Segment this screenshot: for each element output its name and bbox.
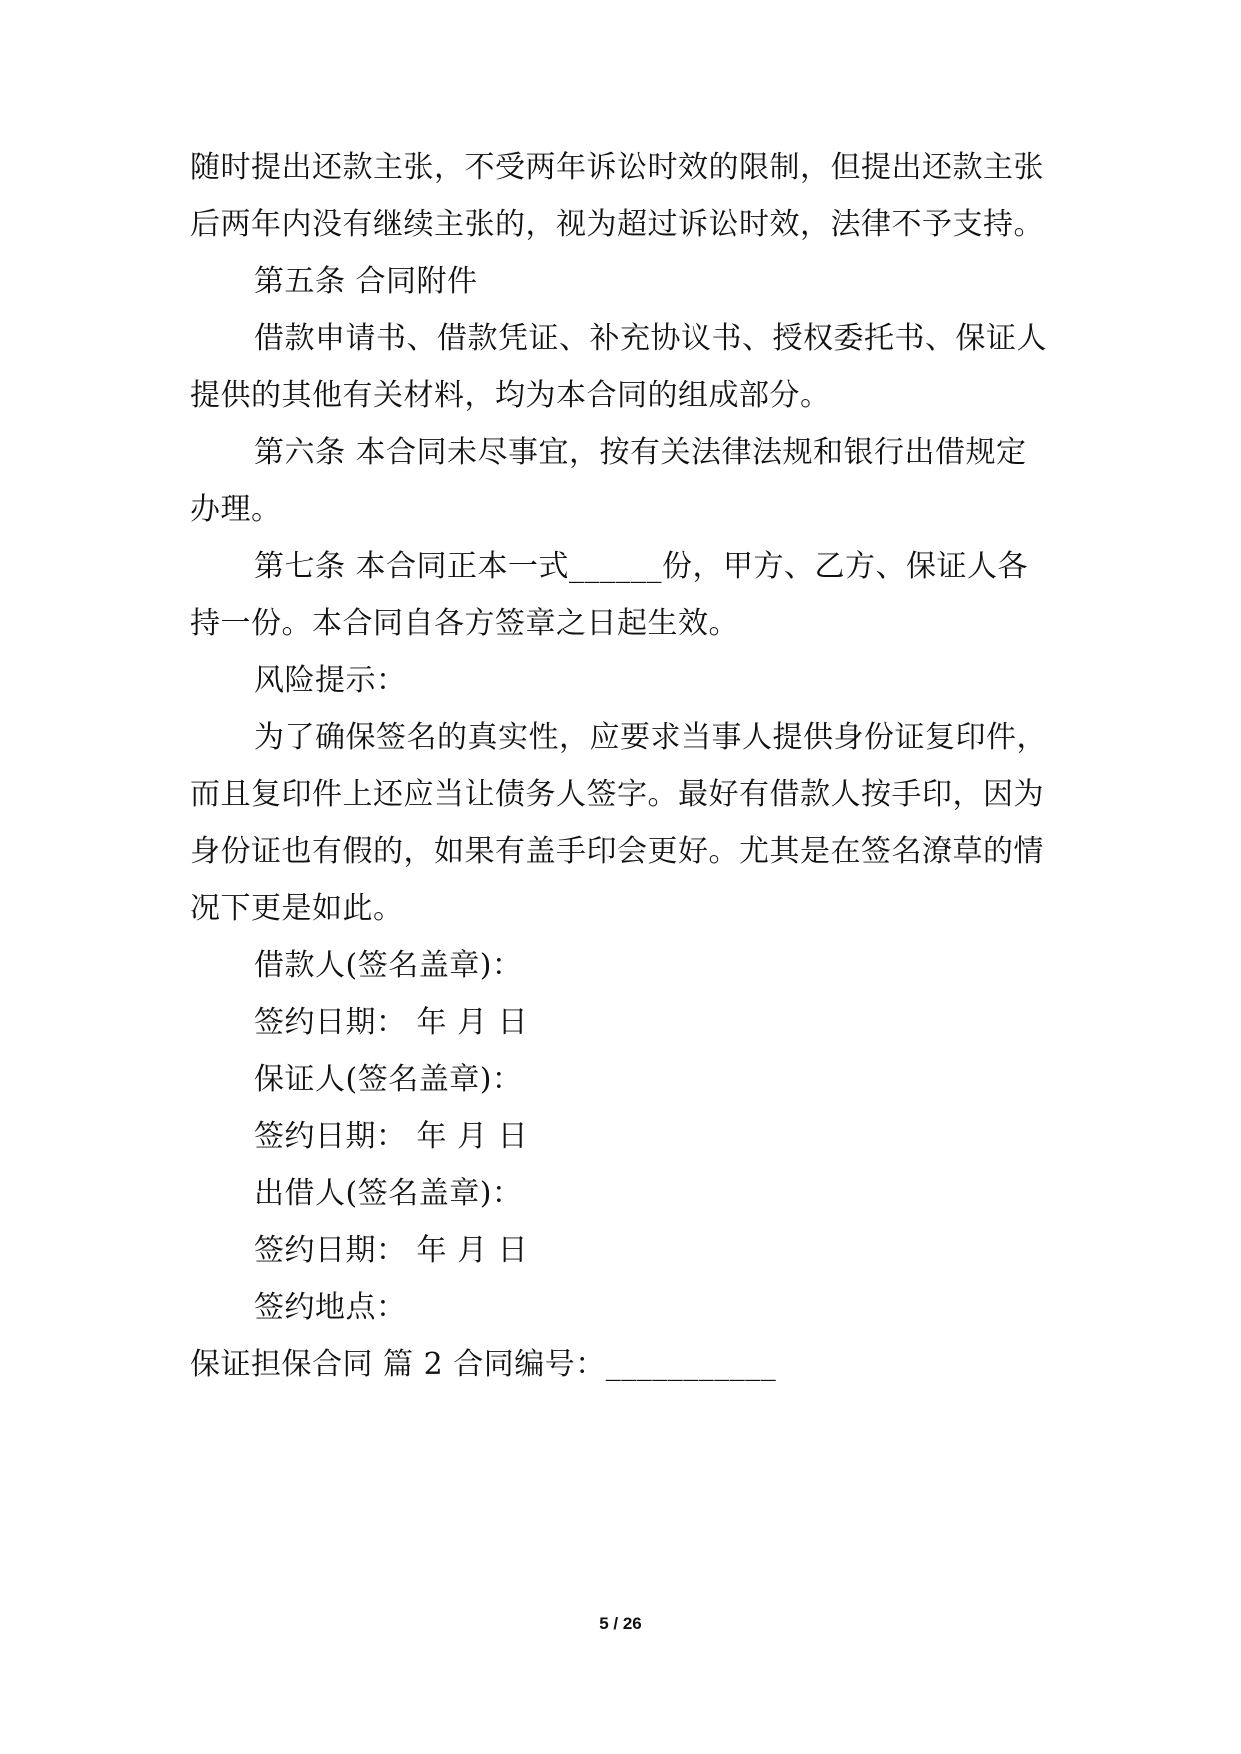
- section-title-contract-number: 保证担保合同 篇 2 合同编号：___________: [190, 1347, 777, 1382]
- paragraph-line: 第六条 本合同未尽事宜，按有关法律法规和银行出借规定: [254, 435, 1027, 470]
- signing-date-line: 签约日期： 年 月 日: [254, 1005, 529, 1040]
- paragraph-line: 身份证也有假的，如果有盖手印会更好。尤其是在签名潦草的情: [190, 834, 1044, 869]
- signing-place-line: 签约地点：: [254, 1290, 407, 1325]
- paragraph-line: 办理。: [190, 492, 282, 527]
- lender-signature-line: 出借人(签名盖章)：: [254, 1176, 523, 1211]
- signing-date-line: 签约日期： 年 月 日: [254, 1233, 529, 1268]
- guarantor-signature-line: 保证人(签名盖章)：: [254, 1062, 523, 1097]
- paragraph-line: 第七条 本合同正本一式______份，甲方、乙方、保证人各: [254, 549, 1029, 584]
- paragraph-line: 持一份。本合同自各方签章之日起生效。: [190, 606, 739, 641]
- page-number: 5 / 26: [599, 1614, 642, 1633]
- paragraph-line: 而且复印件上还应当让债务人签字。最好有借款人按手印，因为: [190, 777, 1044, 812]
- signing-date-line: 签约日期： 年 月 日: [254, 1119, 529, 1154]
- borrower-signature-line: 借款人(签名盖章)：: [254, 948, 523, 983]
- paragraph-line: 随时提出还款主张，不受两年诉讼时效的限制，但提出还款主张: [190, 150, 1044, 185]
- paragraph-line: 借款申请书、借款凭证、补充协议书、授权委托书、保证人: [254, 321, 1047, 356]
- paragraph-line: 后两年内没有继续主张的，视为超过诉讼时效，法律不予支持。: [190, 207, 1044, 242]
- paragraph-line: 为了确保签名的真实性，应要求当事人提供身份证复印件，: [254, 720, 1047, 755]
- risk-heading: 风险提示：: [254, 663, 407, 698]
- article-heading: 第五条 合同附件: [254, 264, 478, 299]
- paragraph-line: 况下更是如此。: [190, 891, 404, 926]
- paragraph-line: 提供的其他有关材料，均为本合同的组成部分。: [190, 378, 831, 413]
